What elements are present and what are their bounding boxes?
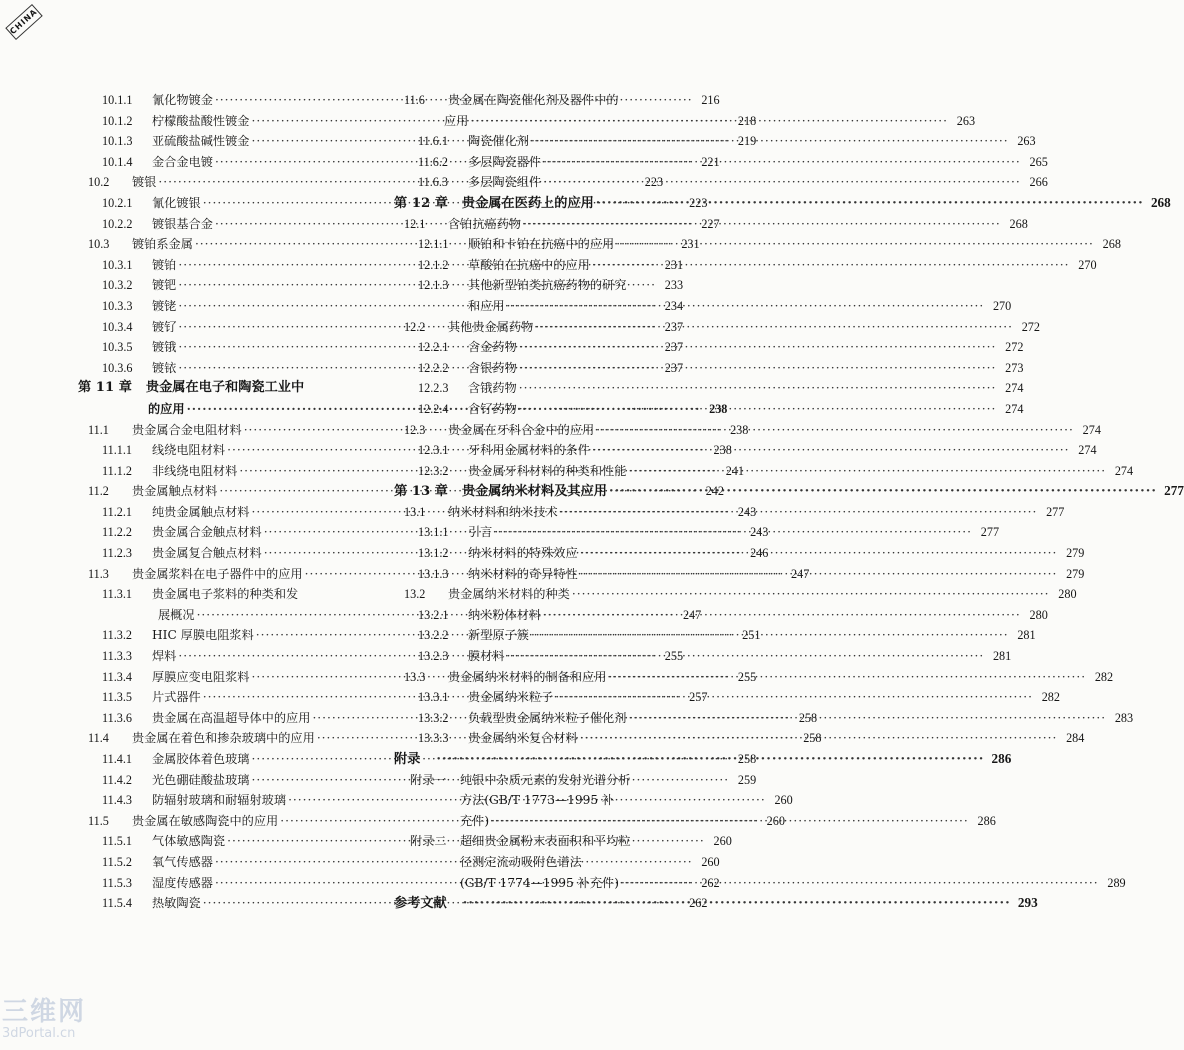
toc-page-number: 223: [644, 175, 664, 190]
toc-number: 10.3.3: [102, 298, 133, 313]
toc-leader-dots: [523, 214, 1001, 235]
toc-title: 贵金属合金触点材料: [152, 525, 262, 540]
toc-page-number: 260: [701, 854, 720, 869]
toc-number: 11.2.3: [102, 546, 133, 561]
toc-page-number: 280: [1029, 607, 1048, 622]
toc-number: 10.3.6: [102, 360, 133, 375]
toc-leader-dots: [592, 440, 1070, 461]
toc-page-number: 218: [737, 113, 757, 128]
china-stamp: CHINA: [5, 4, 42, 40]
toc-number: 附录二: [410, 834, 447, 849]
toc-leader-dots: [470, 111, 948, 132]
toc-title: 多层陶瓷组件: [468, 175, 542, 190]
toc-entry: [394, 234, 1121, 255]
toc-leader-dots: [580, 543, 1058, 564]
toc-title: 含银药物: [468, 360, 517, 375]
toc-title: 贵金属在陶瓷催化剂及器件中的: [448, 93, 619, 107]
toc-leader-dots: [531, 625, 1009, 646]
toc-title: 其他新型铂类抗癌药物的研究: [468, 278, 627, 293]
toc-title: 应用: [444, 113, 469, 128]
toc-title: 含锇药物: [468, 381, 517, 396]
toc-page-number: 246: [750, 546, 769, 561]
toc-title: 纳米材料和纳米技术: [448, 504, 558, 519]
toc-title: 含铂抗癌药物: [448, 216, 522, 231]
toc-page-number: 286: [977, 813, 996, 828]
toc-page-number: 231: [664, 257, 684, 272]
toc-page-number: 274: [1078, 443, 1097, 458]
toc-entry: [394, 296, 1012, 317]
toc-title: 防辐射玻璃和耐辐射玻璃: [152, 793, 287, 808]
toc-number: 11.2.1: [102, 504, 133, 519]
toc-page-number: 255: [737, 669, 757, 684]
toc-number: 11.3.3: [102, 649, 133, 664]
toc-title: (GB/T 1774—1995 补充件): [460, 875, 619, 890]
toc-number: 10.1.4: [102, 154, 133, 169]
toc-leader-dots: [580, 564, 1058, 585]
toc-title: 新型原子簇: [468, 628, 529, 643]
toc-page-number: 277: [1164, 483, 1184, 499]
toc-title: 引言: [468, 525, 493, 540]
toc-title: 氰化镀银: [152, 195, 201, 210]
toc-page-number: 270: [1078, 257, 1097, 272]
toc-number: 11.4.3: [102, 793, 133, 808]
toc-title: 贵金属触点材料: [132, 484, 218, 499]
toc-number: 11.1: [88, 422, 109, 437]
toc-number: 参考文献: [394, 896, 447, 912]
toc-page-number: 238: [713, 443, 732, 458]
toc-number: 11.4.2: [102, 772, 133, 787]
toc-page-number: 237: [664, 360, 684, 375]
toc-entry: [394, 584, 1077, 605]
toc-title: 金属胶体着色玻璃: [152, 752, 250, 766]
toc-title: 纳米粉体材料: [468, 607, 542, 622]
toc-leader-dots: [543, 152, 1021, 173]
toc-page-number: 268: [1150, 194, 1171, 210]
toc-page-number: 274: [1082, 422, 1101, 437]
toc-leader-dots: [555, 687, 1033, 708]
toc-page-number: 272: [1005, 340, 1024, 355]
toc-page-number: 237: [664, 319, 684, 334]
toc-title: 贵金属在着色和掺杂玻璃中的应用: [132, 731, 315, 746]
toc-title: 负载型贵金属纳米粒子催化剂: [468, 710, 627, 725]
toc-title: 柠檬酸盐酸性镀金: [152, 113, 250, 128]
toc-title: 多层陶瓷器件: [468, 154, 542, 169]
toc-entry: [394, 831, 692, 852]
toc-number: 11.3.5: [102, 690, 133, 705]
toc-page-number: 263: [1017, 134, 1036, 149]
toc-page-number: 223: [689, 195, 708, 210]
toc-title: 膜材料: [468, 649, 505, 664]
toc-title: 展概况: [158, 607, 195, 622]
toc-entry: [394, 275, 692, 296]
toc-page-number: 257: [689, 690, 708, 705]
toc-number: 13.2.1: [418, 607, 449, 622]
toc-title: 径测定流动吸附色谱法: [460, 854, 582, 869]
toc-leader-dots: [491, 811, 969, 832]
toc-page-number: 260: [774, 793, 793, 808]
toc-page-number: 263: [956, 113, 976, 128]
toc-title: 镀铑: [152, 298, 177, 313]
toc-leader-dots: [560, 502, 1038, 523]
toc-number: 附录一: [410, 772, 447, 787]
toc-number: 10.2.2: [102, 216, 133, 231]
toc-title: 镀银基合金: [152, 216, 213, 231]
toc-entry: [394, 172, 1048, 193]
toc-number: 12.3.2: [418, 463, 449, 478]
toc-page-number: 219: [737, 134, 757, 149]
toc-entry: [394, 358, 1024, 379]
toc-number: 12.1.2: [418, 257, 449, 272]
toc-number: 10.1.2: [102, 113, 133, 128]
toc-page-number: 258: [803, 731, 822, 746]
toc-title: 贵金属纳米材料的种类: [448, 587, 570, 602]
toc-title: 镀铂系金属: [132, 237, 193, 252]
toc-title: 的应用: [148, 401, 185, 416]
toc-number: 10.2.1: [102, 195, 133, 210]
toc-page-number: 258: [737, 752, 757, 766]
toc-page-number: 274: [1114, 463, 1134, 478]
toc-page-number: 241: [725, 463, 744, 478]
toc-title: 纯银中杂质元素的发射光谱分析: [460, 772, 631, 787]
toc-number: 11.6: [404, 93, 425, 107]
toc-title: 贵金属在电子和陶瓷工业中: [145, 380, 305, 396]
toc-number: 11.6.3: [418, 175, 449, 190]
toc-leader-dots: [543, 172, 1021, 193]
toc-title: 贵金属电子浆料的种类和发: [152, 587, 299, 602]
toc-title: 草酸铂在抗癌中的应用: [468, 257, 590, 272]
toc-title: 贵金属纳米粒子: [468, 690, 554, 705]
toc-number: 11.3: [88, 566, 109, 581]
toc-page-number: 272: [1021, 319, 1040, 334]
toc-entry: [394, 852, 692, 873]
toc-page-number: 293: [1017, 895, 1038, 911]
toc-leader-dots: [621, 873, 1099, 894]
toc-title: 牙科用金属材料的条件: [468, 443, 590, 458]
toc-number: 11.5.4: [102, 896, 133, 911]
toc-page-number: 282: [1094, 669, 1114, 684]
toc-leader-dots: [628, 461, 1106, 482]
toc-page-number: 266: [1029, 175, 1048, 190]
toc-title: 纳米材料的特殊效应: [468, 546, 578, 561]
toc-page-number: 270: [992, 298, 1012, 313]
toc-number: 11.1.2: [102, 463, 133, 478]
toc-title: 贵金属合金电阻材料: [132, 422, 242, 437]
toc-page-number: 247: [682, 607, 702, 622]
toc-title: 贵金属在牙科合金中的应用: [448, 422, 595, 437]
toc-number: 13.3.2: [418, 710, 449, 725]
toc-title: 贵金属牙科材料的种类和性能: [468, 463, 627, 478]
toc-page-number: 273: [1005, 360, 1024, 375]
toc-number: 11.2: [88, 484, 109, 499]
toc-page-number: 234: [664, 298, 684, 313]
toc-number: 10.1.3: [102, 134, 133, 149]
toc-entry: [394, 317, 1040, 338]
toc-number: 13.1: [404, 504, 426, 519]
toc-number: 11.6.1: [418, 134, 449, 149]
toc-entry: [394, 337, 1024, 358]
toc-page-number: 274: [1005, 401, 1024, 416]
toc-title: 亚硫酸盐碱性镀金: [152, 134, 250, 149]
toc-page-number: 277: [980, 525, 1000, 540]
toc-number: 11.5: [88, 813, 109, 828]
toc-title: 超细贵金属粉末表面积和平均粒: [460, 834, 631, 849]
toc-page-number: 286: [991, 751, 1012, 766]
toc-number: 12.2.3: [418, 381, 449, 396]
toc-page-number: 233: [664, 278, 684, 293]
toc-leader-dots: [580, 728, 1058, 749]
toc-page-number: 243: [750, 525, 769, 540]
toc-number: 13.3.3: [418, 731, 449, 746]
toc-title: 镀钌: [152, 319, 177, 334]
toc-title: 贵金属在医药上的应用: [461, 195, 594, 211]
toc-page-number: 260: [766, 813, 785, 828]
toc-number: 12.3.1: [418, 443, 449, 458]
toc-number: 第 13 章: [394, 484, 448, 500]
toc-number: 12.1: [404, 216, 426, 231]
toc-number: 12.2.2: [418, 360, 449, 375]
toc-title: 光色硼硅酸盐玻璃: [152, 772, 250, 787]
toc-title: HIC 厚膜电阻浆料: [152, 628, 254, 643]
toc-leader-dots: [519, 399, 997, 420]
toc-number: 11.5.2: [102, 854, 133, 869]
toc-title: 方法(GB/T 1773—1995 补: [460, 793, 615, 808]
toc-entry: [394, 255, 1097, 276]
toc-title: 贵金属浆料在电子器件中的应用: [132, 566, 303, 581]
toc-entry: [394, 378, 1024, 399]
toc-number: 10.3: [88, 237, 110, 252]
toc-title: 气体敏感陶瓷: [152, 834, 226, 849]
toc-number: 10.3.4: [102, 319, 133, 334]
toc-title: 充件): [460, 813, 490, 828]
toc-number: 11.3.4: [102, 669, 133, 684]
toc-entry: [394, 90, 692, 111]
toc-number: 11.2.2: [102, 525, 133, 540]
site-watermark: [2, 998, 112, 1048]
toc-page-number: 282: [1041, 690, 1060, 705]
toc-entry: [78, 584, 370, 605]
toc-title: 贵金属纳米材料的制备和应用: [448, 669, 607, 684]
toc-title: 其他贵金属药物: [448, 319, 534, 334]
toc-page-number: 259: [737, 772, 757, 787]
toc-title: 镀锇: [152, 340, 177, 355]
toc-chapter-entry: [78, 378, 370, 399]
toc-title: 镀银: [132, 175, 157, 190]
toc-page-number: 262: [701, 875, 720, 890]
toc-leader-dots: [535, 317, 1013, 338]
toc-leader-dots: [616, 234, 1094, 255]
toc-number: 10.2: [88, 175, 110, 190]
toc-title: 片式器件: [152, 690, 201, 705]
toc-page-number: 277: [1046, 504, 1065, 519]
toc-page-number: 283: [1114, 710, 1134, 725]
toc-page-number: 243: [737, 504, 757, 519]
toc-leader-dots: [608, 667, 1086, 688]
toc-leader-dots: [609, 482, 1157, 503]
toc-page-number: 231: [681, 237, 700, 252]
toc-number: 10.3.5: [102, 340, 133, 355]
toc-title: 厚膜应变电阻浆料: [152, 669, 250, 684]
toc-entry: [394, 605, 1048, 626]
toc-title: 贵金属纳米复合材料: [468, 731, 578, 746]
toc-page-number: 281: [1017, 628, 1036, 643]
toc-leader-dots: [507, 296, 985, 317]
toc-number: 11.3.1: [102, 587, 133, 602]
toc-title: 贵金属在高温超导体中的应用: [152, 710, 311, 725]
toc-number: 10.1.1: [102, 93, 133, 107]
toc-page-number: 251: [742, 628, 761, 643]
toc-title: 镀铱: [152, 360, 177, 375]
toc-number: 12.2: [404, 319, 426, 334]
toc-number: 第 11 章: [78, 380, 132, 396]
toc-number: 11.3.2: [102, 628, 133, 643]
toc-page-number: 238: [709, 401, 728, 416]
toc-number: 12.2.4: [418, 401, 449, 416]
toc-leader-dots: [543, 605, 1021, 626]
toc-number: 附录: [394, 752, 421, 767]
toc-title: 氧气传感器: [152, 854, 213, 869]
toc-entry: [394, 646, 1012, 667]
toc-number: 13.3.1: [418, 690, 449, 705]
toc-title: 金合金电镀: [152, 154, 213, 169]
toc-number: 12.2.1: [418, 340, 449, 355]
toc-leader-dots: [572, 584, 1050, 605]
toc-number: 11.5.3: [102, 875, 133, 890]
toc-leader-dots: [592, 255, 1070, 276]
toc-number: 12.3: [404, 422, 426, 437]
toc-title: 和应用: [468, 298, 505, 313]
toc-title: 贵金属复合触点材料: [152, 546, 262, 561]
toc-title: 含钌药物: [468, 401, 517, 416]
toc-leader-dots: [628, 708, 1106, 729]
toc-page-number: 262: [689, 896, 708, 911]
toc-page-number: 258: [798, 710, 818, 725]
toc-page-number: 237: [664, 340, 684, 355]
toc-title: 贵金属在敏感陶瓷中的应用: [132, 813, 279, 828]
toc-number: 13.2: [404, 587, 426, 602]
toc-number: 10.3.1: [102, 257, 133, 272]
toc-page-number: 281: [992, 649, 1012, 664]
toc-leader-dots: [463, 894, 1011, 915]
toc-title: 镀钯: [152, 278, 177, 293]
toc-page-number: 255: [664, 649, 684, 664]
toc-page-number: 227: [701, 216, 720, 231]
toc-page-number: 284: [1066, 731, 1085, 746]
toc-page-number: 216: [701, 93, 720, 107]
toc-leader-dots: [596, 194, 1144, 215]
toc-title: 陶瓷催化剂: [468, 134, 529, 149]
toc-number: 13.3: [404, 669, 426, 684]
toc-page-number: 279: [1066, 546, 1085, 561]
watermark-cn: 三维网: [2, 997, 87, 1027]
toc-number: 11.3.6: [102, 710, 133, 725]
toc-leader-dots: [507, 646, 985, 667]
toc-page-number: 260: [713, 834, 732, 849]
toc-title: 纯贵金属触点材料: [152, 504, 250, 519]
toc-number: 11.4: [88, 731, 109, 746]
toc-leader-dots: [494, 522, 972, 543]
toc-page-number: 221: [701, 154, 720, 169]
toc-number: 10.3.2: [102, 278, 133, 293]
toc-title: 焊料: [152, 649, 177, 664]
toc-title: 氰化物镀金: [152, 93, 213, 107]
toc-entry: [394, 770, 692, 791]
toc-title: 镀铂: [152, 257, 177, 272]
toc-page-number: 265: [1029, 154, 1048, 169]
toc-page-number: 268: [1102, 237, 1121, 252]
toc-title: 线绕电阻材料: [152, 443, 226, 458]
toc-page-number: 242: [705, 484, 724, 499]
toc-leader-dots: [519, 358, 997, 379]
toc-number: 13.2.2: [418, 628, 449, 643]
toc-number: 11.1.1: [102, 443, 133, 458]
toc-title: 贵金属纳米材料及其应用: [461, 484, 607, 500]
toc-number: 13.1.2: [418, 546, 449, 561]
toc-title: 湿度传感器: [152, 875, 213, 890]
toc-page-number: 238: [730, 422, 749, 437]
toc-number: 13.1.3: [418, 566, 449, 581]
toc-number: 13.1.1: [418, 525, 449, 540]
toc-leader-dots: [519, 378, 997, 399]
toc-leader-dots: [596, 420, 1074, 441]
toc-leader-dots: [436, 750, 984, 771]
toc-page-number: 280: [1058, 587, 1077, 602]
toc-number: 11.5.1: [102, 834, 133, 849]
toc-page-number: 268: [1009, 216, 1028, 231]
toc-title: 含金药物: [468, 340, 517, 355]
toc-number: 13.2.3: [418, 649, 449, 664]
toc-number: 11.6.2: [418, 154, 449, 169]
toc-page-number: 289: [1107, 875, 1126, 890]
toc-leader-dots: [519, 337, 997, 358]
toc-number: 11.4.1: [102, 752, 133, 766]
toc-page-number: 279: [1066, 566, 1085, 581]
toc-title: 纳米材料的奇异特性: [468, 566, 578, 581]
toc-number: 12.1.3: [418, 278, 449, 293]
toc-number: 12.1.1: [418, 237, 449, 252]
watermark-en: 3dPortal.cn: [2, 1026, 76, 1041]
toc-title: 热敏陶瓷: [152, 896, 201, 911]
toc-title: 顺铂和卡铂在抗癌中的应用: [468, 237, 615, 252]
toc-title: 非线绕电阻材料: [152, 463, 238, 478]
toc-page-number: 247: [791, 566, 810, 581]
toc-entry: [394, 790, 692, 811]
toc-number: 第 12 章: [394, 195, 448, 211]
toc-leader-dots: [531, 131, 1009, 152]
toc-page-number: 274: [1005, 381, 1024, 396]
